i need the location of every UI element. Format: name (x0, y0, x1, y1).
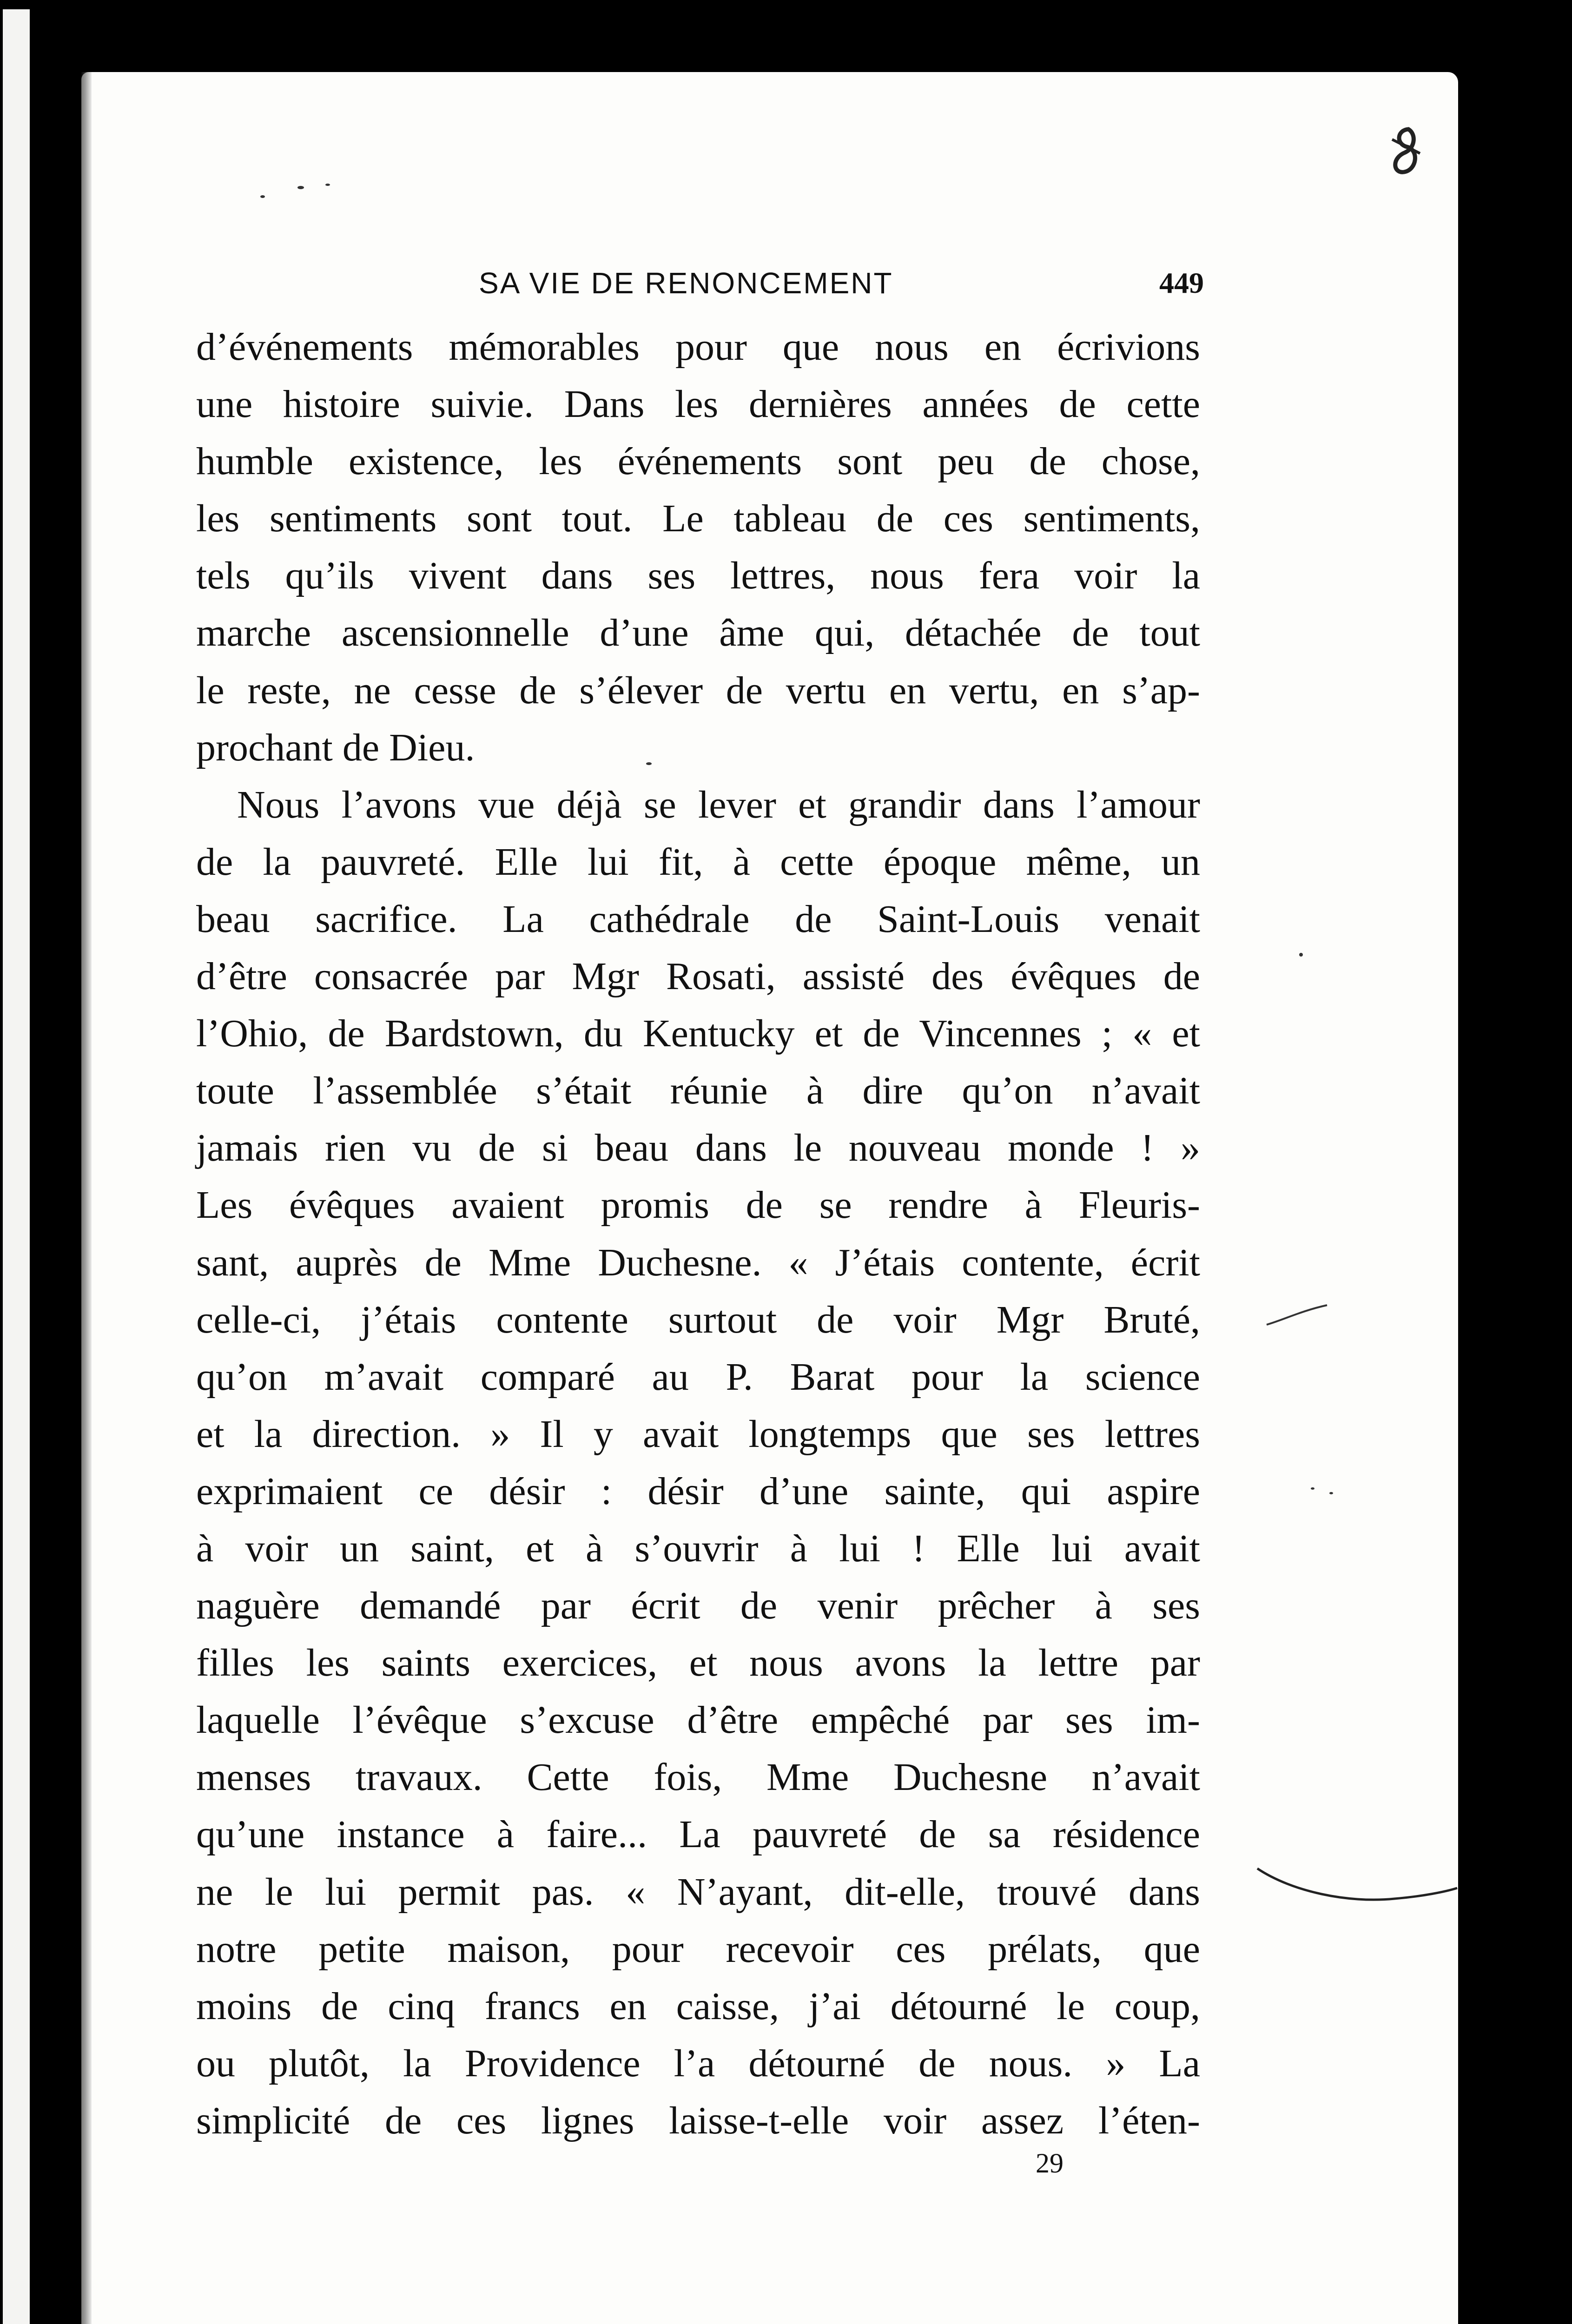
text-line: naguère demandé par écrit de venir prêcher à ses (196, 1584, 1200, 1628)
text-line: les sentiments sont tout. Le tableau de ces sentiments, (196, 497, 1200, 541)
text-line: ne le lui permit pas. « N’ayant, dit-elle, trouvé dans (196, 1870, 1200, 1914)
text-line: beau sacrifice. La cathédrale de Saint-Louis venait (196, 897, 1200, 941)
scan-speck (1329, 1492, 1333, 1494)
text-line: marche ascensionnelle d’une âme qui, détachée de tout (196, 611, 1200, 655)
text-line: celle-ci, j’étais contente surtout de voir Mgr Bruté, (196, 1298, 1200, 1341)
text-line: qu’on m’avait comparé au P. Barat pour la science (196, 1355, 1200, 1399)
text-line: prochant de Dieu. (196, 726, 475, 769)
text-line: laquelle l’évêque s’excuse d’être empêché par ses im- (196, 1698, 1200, 1742)
running-head-title: SA VIE DE RENONCEMENT (479, 266, 893, 300)
page-shadow (81, 72, 92, 2324)
text-line: d’être consacrée par Mgr Rosati, assisté des évêques de (196, 955, 1200, 998)
running-head (479, 266, 1204, 303)
scan-speck (260, 195, 265, 198)
text-line: Nous l’avons vue déjà se lever et grandir dans l’amour (237, 783, 1200, 826)
text-line: d’événements mémorables pour que nous en écrivions (196, 325, 1200, 369)
text-line: tels qu’ils vivent dans ses lettres, nous fera voir la (196, 554, 1200, 598)
signature-mark: 29 (1036, 2148, 1063, 2179)
page-number: 449 (1159, 266, 1204, 299)
body-text (196, 318, 1200, 2149)
text-line: le reste, ne cesse de s’élever de vertu en vertu, en s’ap- (196, 668, 1200, 712)
text-line: jamais rien vu de si beau dans le nouveau monde ! » (196, 1126, 1200, 1170)
scan-speck (325, 184, 330, 186)
text-line: toute l’assemblée s’était réunie à dire qu’on n’avait (196, 1069, 1200, 1113)
corner-ink-mark (1387, 125, 1425, 177)
text-line: Les évêques avaient promis de se rendre à Fleuris- (196, 1183, 1200, 1227)
text-line: de la pauvreté. Elle lui fit, à cette époque même, un (196, 840, 1200, 884)
scan-speck (1311, 1487, 1314, 1490)
scan-speck (297, 186, 304, 189)
page-edge-strip (3, 9, 30, 2324)
text-line: filles les saints exercices, et nous avons la lettre par (196, 1641, 1200, 1685)
text-line: notre petite maison, pour recevoir ces prélats, que (196, 1927, 1200, 1971)
text-line: menses travaux. Cette fois, Mme Duchesne n’avait (196, 1756, 1200, 1799)
margin-pencil-stroke (1255, 1859, 1460, 1915)
text-line: et la direction. » Il y avait longtemps que ses lettres (196, 1412, 1200, 1456)
text-line: ou plutôt, la Providence l’a détourné de nous. » La (196, 2041, 1200, 2085)
text-line: simplicité de ces lignes laisse-t-elle voir assez l’éten- (196, 2099, 1200, 2142)
text-line: humble existence, les événements sont peu de chose, (196, 440, 1200, 483)
scan-speck (1299, 953, 1303, 957)
text-line: moins de cinq francs en caisse, j’ai détourné le coup, (196, 1984, 1200, 2028)
text-line: à voir un saint, et à s’ouvrir à lui ! Elle lui avait (196, 1526, 1200, 1570)
text-line: sant, auprès de Mme Duchesne. « J’étais contente, écrit (196, 1241, 1200, 1284)
text-line: qu’une instance à faire... La pauvreté de sa résidence (196, 1813, 1200, 1856)
text-line: l’Ohio, de Bardstown, du Kentucky et de Vincennes ; « et (196, 1012, 1200, 1056)
text-line: une histoire suivie. Dans les dernières années de cette (196, 383, 1200, 426)
margin-pencil-stroke (1264, 1301, 1329, 1329)
scan-speck (646, 762, 652, 765)
text-line: exprimaient ce désir : désir d’une sainte, qui aspire (196, 1469, 1200, 1513)
